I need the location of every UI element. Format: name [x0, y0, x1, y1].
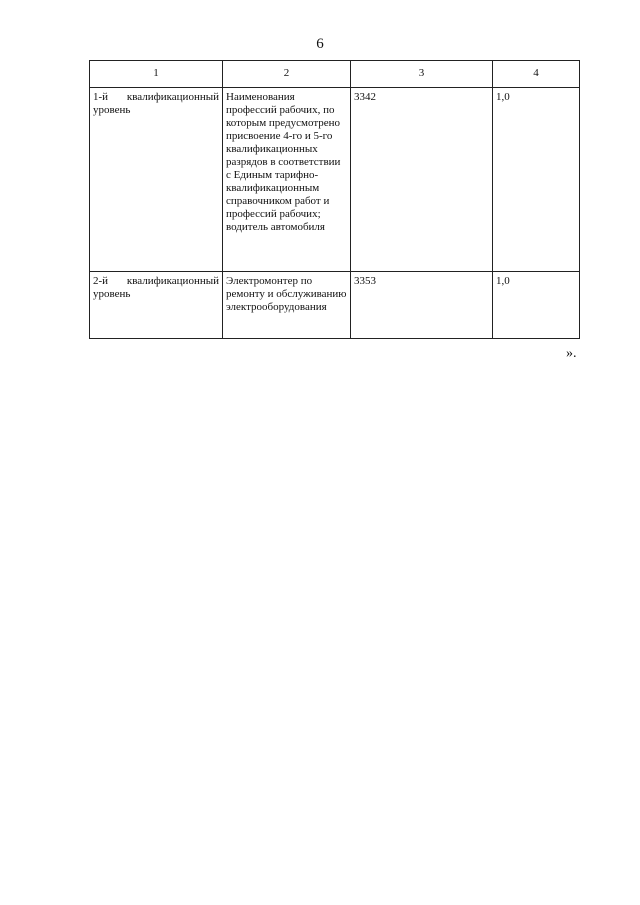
column-header-3: 3 — [351, 61, 493, 88]
table-row — [90, 272, 580, 339]
profession-cell: Электромонтер по ремонту и обслуживанию электрооборудования — [223, 272, 351, 339]
column-header-2: 2 — [223, 61, 351, 88]
column-header-4: 4 — [493, 61, 580, 88]
code-cell: 3353 — [351, 272, 493, 339]
qualification-level-cell: 2-й квалификационный уровень — [90, 272, 223, 339]
column-header-1: 1 — [90, 61, 223, 88]
coefficient-cell: 1,0 — [493, 272, 580, 339]
coefficient-cell: 1,0 — [493, 88, 580, 272]
table-row — [90, 88, 580, 272]
closing-quote-mark: ». — [566, 346, 577, 361]
qualification-table — [89, 60, 580, 339]
page-number: 6 — [316, 36, 324, 52]
profession-cell: Наименования профессий рабочих, по которым предусмотрено присвоение 4-го и 5-го квалификационных разрядов в соответствии с Единым тарифно-квалификационным справочником работ и профессий рабочих; водитель автомобиля — [223, 88, 351, 272]
code-cell: 3342 — [351, 88, 493, 272]
table-header-row — [90, 61, 580, 88]
qualification-level-cell: 1-й квалификационный уровень — [90, 88, 223, 272]
